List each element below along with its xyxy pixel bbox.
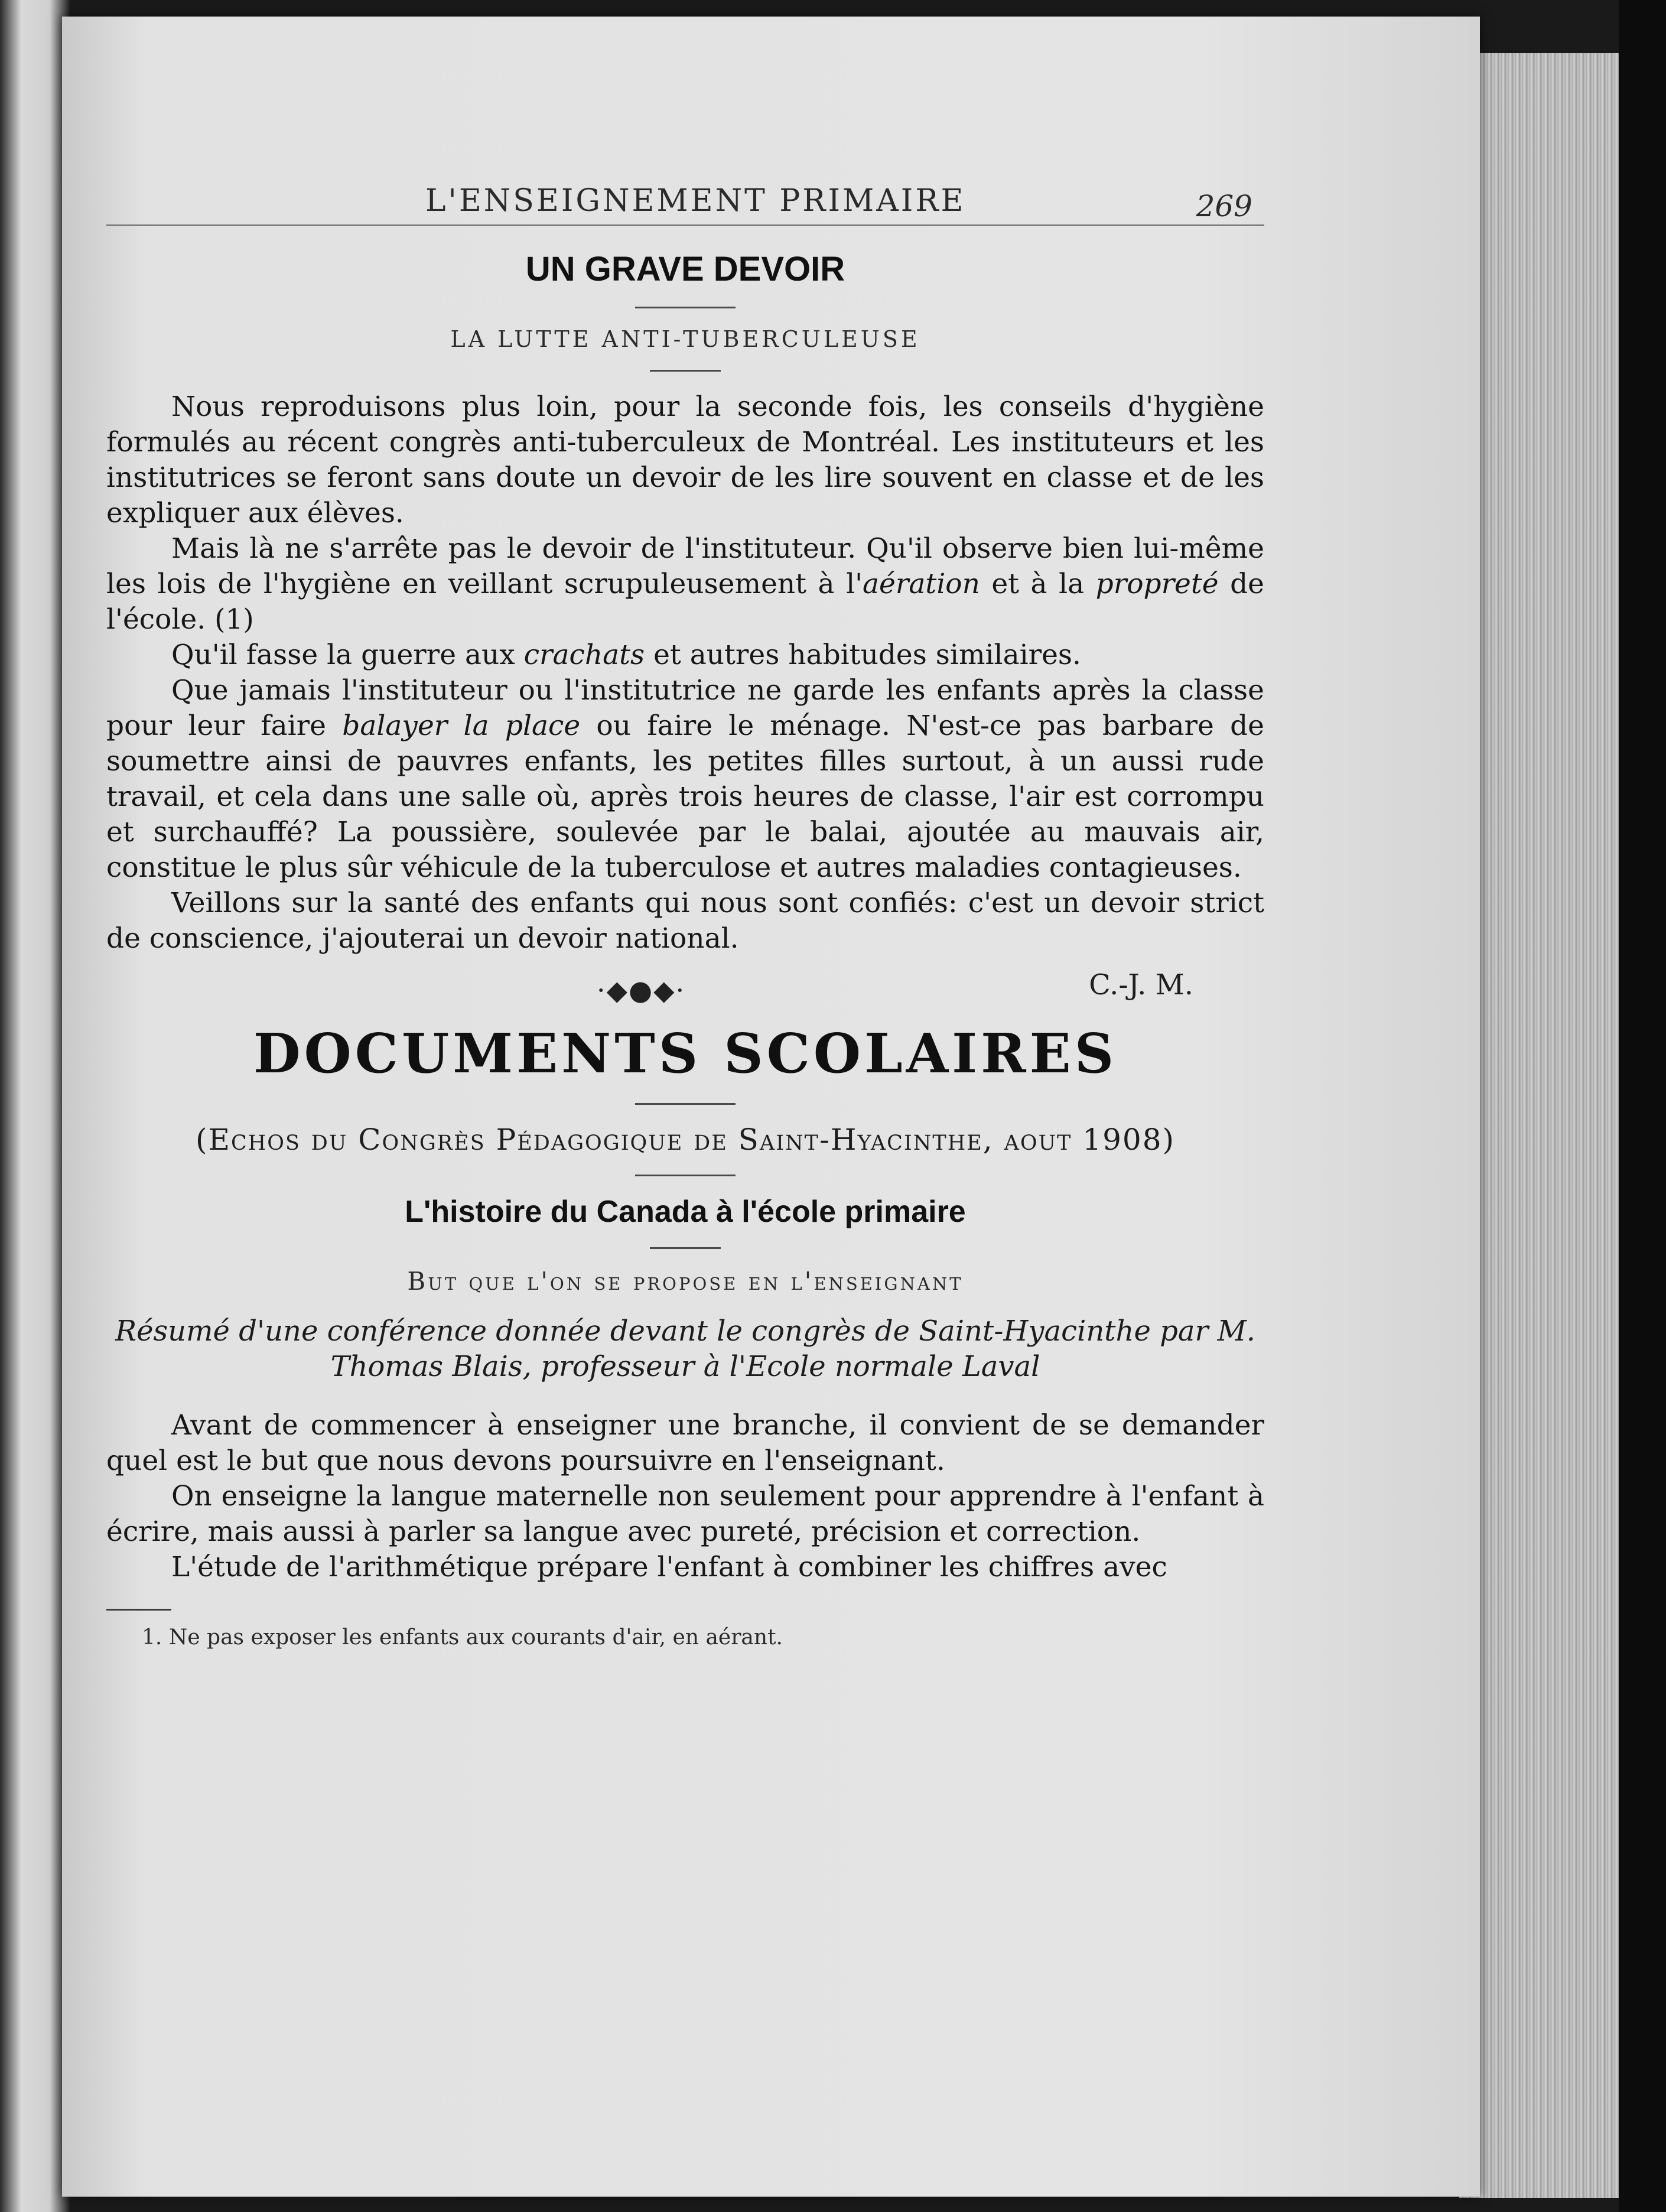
footnote: 1. Ne pas exposer les enfants aux courants d'air, en aérant. <box>142 1625 783 1650</box>
lesson-paragraph-3: L'étude de l'arithmétique prépare l'enfant à combiner les chiffres avec <box>171 1551 1167 1583</box>
page-number: 269 <box>1196 189 1252 223</box>
divider <box>635 1103 736 1105</box>
divider <box>650 370 721 372</box>
text-run: et autres habitudes similaires. <box>645 639 1081 671</box>
section-title: DOCUMENTS SCOLAIRES <box>253 1022 1118 1085</box>
footnote-divider <box>106 1609 171 1611</box>
emphasis-proprete: propreté <box>1095 568 1219 600</box>
article-subtitle: LA LUTTE ANTI-TUBERCULEUSE <box>450 326 920 352</box>
text-run: Que jamais l'instituteur ou l'institutrice ne garde les enfants après la classe pour leur faire <box>106 674 1264 742</box>
lesson-title: L'histoire du Canada à l'école primaire <box>405 1195 966 1229</box>
emphasis-balayer: balayer la place <box>342 710 581 742</box>
author-signature: C.-J. M. <box>1089 968 1193 1001</box>
text-run: Qu'il fasse la guerre aux <box>171 639 524 671</box>
article-paragraph-4 <box>106 673 1264 886</box>
lesson-paragraph-2: On enseigne la langue maternelle non seulement pour apprendre à l'enfant à écrire, mais aussi à parler sa langue avec pureté, précision et correction. <box>106 1480 1264 1548</box>
article-paragraph-3 <box>106 637 1264 673</box>
running-title: L'ENSEIGNEMENT PRIMAIRE <box>425 183 966 219</box>
lesson-paragraph-1: Avant de commencer à enseigner une branche, il convient de se demander quel est le but que nous devons poursuivre en l'enseignant. <box>106 1409 1264 1477</box>
emphasis-aeration: aération <box>863 568 980 600</box>
text-run: ou faire le ménage. N'est-ce pas barbare de soumettre ainsi de pauvres enfants, les petites filles surtout, à un aussi rude travail, et cela dans une salle où, après trois heures de classe, l'air est corrompu et surchauffé? La poussière, soulevée par le balai, ajoutée au mauvais air, constitue le plus sûr véhicule de la tuberculose et autres maladies contagieuses. <box>106 710 1265 884</box>
page-content <box>106 171 1264 1650</box>
adjacent-page-edge <box>0 0 71 2212</box>
emphasis-crachats: crachats <box>523 639 645 671</box>
section-subtitle: (Echos du Congrès Pédagogique de Saint-Hyacinthe, aout 1908) <box>195 1123 1176 1157</box>
article-paragraph-1: Nous reproduisons plus loin, pour la seconde fois, les conseils d'hygiène formulés au récent congrès anti-tuberculeux de Montréal. Les instituteurs et les institutrices se feront sans doute un devoir de les lire souvent en classe et de les expliquer aux élèves. <box>106 391 1264 529</box>
ornament-icon: ·◆●◆· <box>597 974 686 1006</box>
article-title: UN GRAVE DEVOIR <box>525 250 845 288</box>
lesson-subtitle: But que l'on se propose en l'enseignant <box>407 1267 964 1296</box>
text-run: et à la <box>980 568 1096 600</box>
article-paragraph-5: Veillons sur la santé des enfants qui nous sont confiés: c'est un devoir strict de conscience, j'ajouterai un devoir national. <box>106 887 1264 955</box>
divider <box>650 1247 721 1249</box>
signature-row <box>106 968 1264 1016</box>
background-dark <box>1619 0 1666 2212</box>
conference-summary: Résumé d'une conférence donnée devant le congrès de Saint-Hyacinthe par M. Thomas Blais, professeur à l'Ecole normale Laval <box>115 1315 1256 1383</box>
text-run: Mais là ne s'arrête pas le devoir de l'instituteur. Qu'il observe bien lui-même les lois de l'hygiène en veillant scrupuleusement à l' <box>106 532 1264 600</box>
divider <box>635 1175 736 1176</box>
text-run: de l'école. (1) <box>106 568 1264 636</box>
book-page-edges <box>1459 53 1619 2198</box>
running-head <box>106 171 1264 226</box>
divider <box>635 307 736 308</box>
article-paragraph-2 <box>106 531 1264 637</box>
